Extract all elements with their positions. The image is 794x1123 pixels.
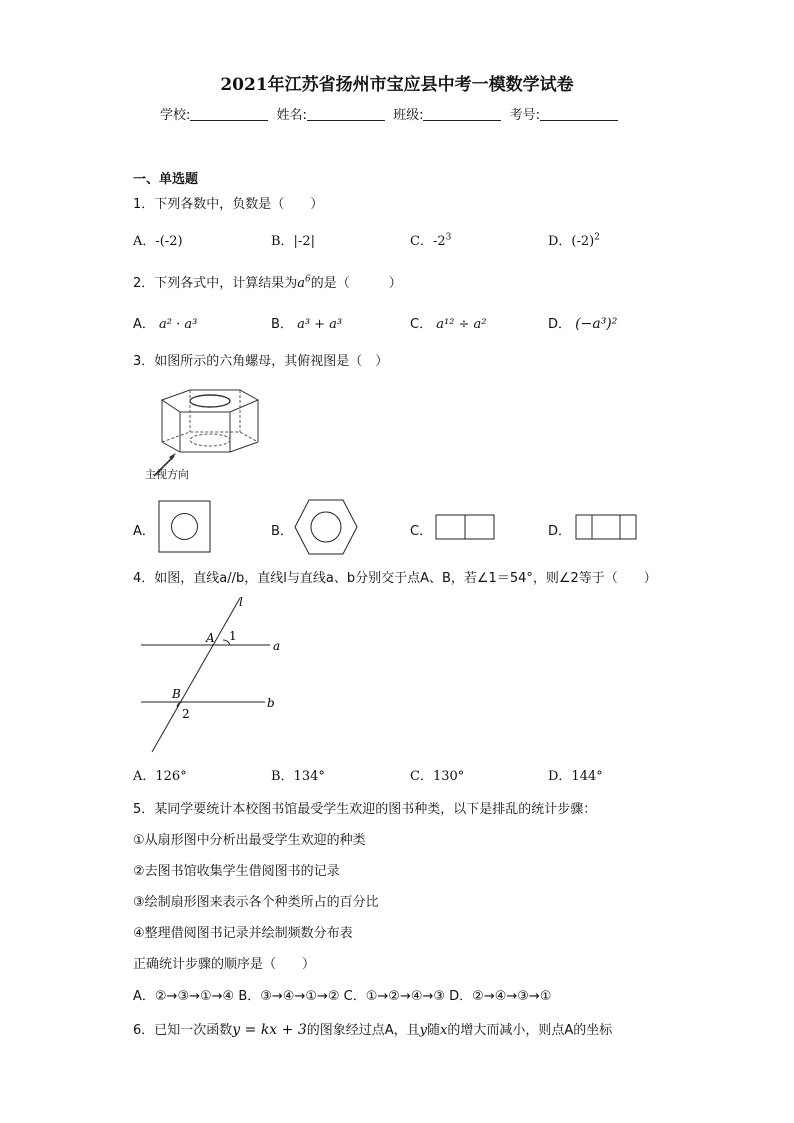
section-heading: 一、单选题 bbox=[133, 172, 199, 187]
exam-no-label: 考号: bbox=[509, 108, 540, 123]
q2-option-c: C． a¹² ÷ a² bbox=[410, 317, 487, 332]
q1-option-a: A．-(-2) bbox=[133, 234, 183, 249]
q4-stem: 4．如图，直线a//b，直线l与直线a、b分别交于点A、B，若∠1＝54°，则∠2等于（ ） bbox=[133, 571, 657, 586]
q1-option-d: D．$(-2)^2$ bbox=[548, 232, 600, 249]
q2-option-b: B． a³ + a³ bbox=[271, 317, 343, 332]
q4-option-a: A．126° bbox=[133, 769, 187, 784]
q3-option-d: D． bbox=[548, 524, 572, 539]
option-a-square-circle bbox=[158, 500, 212, 554]
view-direction-caption: 主视方向 bbox=[145, 468, 189, 481]
school-blank bbox=[190, 108, 268, 121]
q4-option-d: D．144° bbox=[548, 769, 603, 784]
option-b-hexagon-circle bbox=[293, 498, 359, 556]
name-blank bbox=[307, 108, 385, 121]
q1-option-b: B．|-2| bbox=[271, 234, 315, 249]
label-angle-2: 2 bbox=[182, 707, 190, 721]
q2-stem: 2．下列各式中，计算结果为$a^6$的是（ ） bbox=[133, 274, 402, 291]
q5-stem: 5．某同学要统计本校图书馆最受学生欢迎的图书种类，以下是排乱的统计步骤： bbox=[133, 802, 597, 817]
name-label: 姓名: bbox=[276, 108, 307, 123]
label-angle-1: 1 bbox=[229, 629, 237, 643]
q3-option-a: A． bbox=[133, 524, 155, 539]
q5-step-3: ③绘制扇形图来表示各个种类所占的百分比 bbox=[133, 895, 379, 910]
label-point-a: A bbox=[206, 631, 215, 645]
option-d-three-rectangles bbox=[575, 514, 639, 542]
student-info-line bbox=[160, 104, 622, 123]
class-blank bbox=[423, 108, 501, 121]
q2-option-d: D． (−a³)² bbox=[548, 316, 618, 332]
q1-option-c: C．$-2^3$ bbox=[410, 232, 452, 249]
q2-option-a: A． a² · a³ bbox=[133, 317, 198, 332]
label-l: l bbox=[239, 595, 243, 609]
label-b: b bbox=[267, 696, 275, 710]
option-c-two-rectangles bbox=[435, 514, 497, 542]
q6-stem: 6．已知一次函数y = kx + 3的图象经过点A，且y随x的增大而减小，则点A的坐标 bbox=[133, 1022, 613, 1038]
school-label: 学校: bbox=[160, 108, 191, 123]
q5-step-4: ④整理借阅图书记录并绘制频数分布表 bbox=[133, 926, 353, 941]
q3-option-c: C． bbox=[410, 524, 433, 539]
page-title: 2021年江苏省扬州市宝应县中考一模数学试卷 bbox=[220, 75, 574, 95]
class-label: 班级: bbox=[393, 108, 424, 123]
label-a: a bbox=[273, 639, 281, 653]
parallel-lines-figure bbox=[135, 590, 295, 760]
exam-no-blank bbox=[540, 108, 618, 121]
q4-option-c: C．130° bbox=[410, 769, 465, 784]
q1-stem: 1．下列各数中，负数是（ ） bbox=[133, 197, 324, 212]
q3-option-b: B． bbox=[271, 524, 293, 539]
q4-option-b: B．134° bbox=[271, 769, 325, 784]
q5-options: A．②→③→①→④ B．③→④→①→② C．①→②→④→③ D．②→④→③→① bbox=[133, 989, 552, 1004]
q5-ask: 正确统计步骤的顺序是（ ） bbox=[133, 957, 316, 972]
q5-step-1: ①从扇形图中分析出最受学生欢迎的种类 bbox=[133, 833, 366, 848]
label-point-b: B bbox=[172, 687, 181, 701]
q3-stem: 3．如图所示的六角螺母，其俯视图是（ ） bbox=[133, 354, 389, 369]
q5-step-2: ②去图书馆收集学生借阅图书的记录 bbox=[133, 864, 340, 879]
